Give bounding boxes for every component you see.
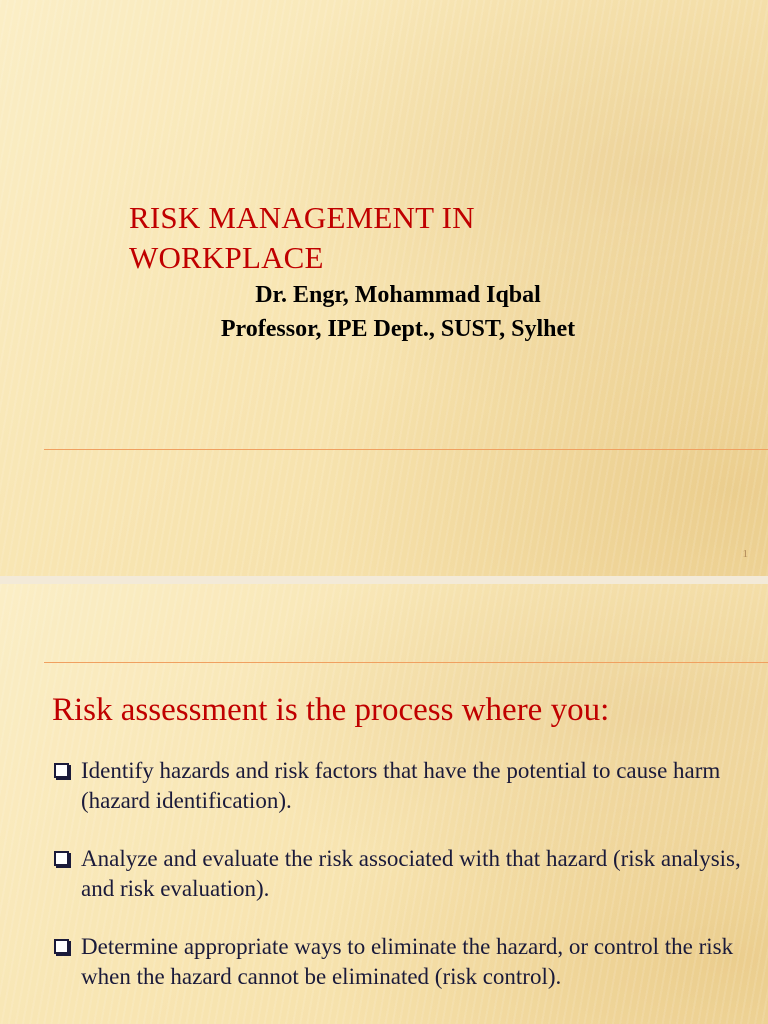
page-number: 1 xyxy=(742,548,748,560)
divider-line xyxy=(44,662,768,663)
list-item xyxy=(52,844,742,904)
list-item xyxy=(52,932,742,992)
checkbox-icon xyxy=(54,763,69,778)
author-affiliation: Professor, IPE Dept., SUST, Sylhet xyxy=(220,316,576,342)
bullet-text: Identify hazards and risk factors that have the potential to cause harm (hazard identification). xyxy=(81,758,721,813)
checkbox-icon xyxy=(54,851,69,866)
title-line-2: WORKPLACE xyxy=(129,240,324,275)
bullet-list xyxy=(52,756,742,1020)
list-item xyxy=(52,756,742,816)
author-name: Dr. Engr, Mohammad Iqbal xyxy=(255,282,541,308)
checkbox-icon xyxy=(54,939,69,954)
bullet-text: Determine appropriate ways to eliminate the hazard, or control the risk when the hazard cannot be eliminated (risk control). xyxy=(81,934,734,989)
divider-line xyxy=(44,449,768,450)
slide-heading: Risk assessment is the process where you: xyxy=(52,692,610,728)
title-line-1: RISK MANAGEMENT IN xyxy=(129,200,475,235)
slide-2 xyxy=(0,584,768,1024)
bullet-text: Analyze and evaluate the risk associated with that hazard (risk analysis, and risk evaluation). xyxy=(81,846,741,901)
slide-title xyxy=(129,198,475,278)
